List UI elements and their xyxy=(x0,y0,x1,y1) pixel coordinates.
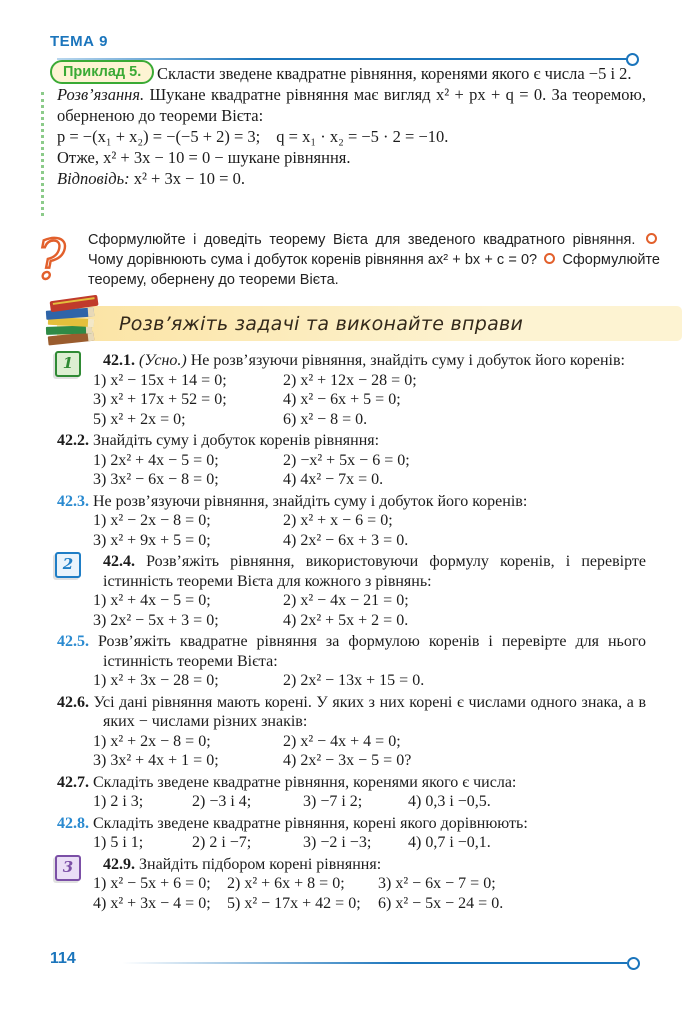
equation-item: 5) x² + 2x = 0; xyxy=(93,410,186,428)
equation-item: 3) 2x² − 5x + 3 = 0; xyxy=(93,611,219,629)
exercise-number: 42.2. xyxy=(57,432,89,449)
footer-ring-icon xyxy=(627,957,640,970)
example-conclusion: Отже, x² + 3x − 10 = 0 − шукане рівняння. xyxy=(57,148,351,167)
example-problem: Скласти зведене квадратне рівняння, коренями якого є числа −5 і 2. xyxy=(157,64,632,83)
exercise-42-5 xyxy=(57,632,646,691)
equation-row xyxy=(93,611,646,631)
equation-row xyxy=(93,732,646,752)
exercise-text: Не розв’язуючи рівняння, знайдіть суму і добуток його коренів: xyxy=(93,492,528,510)
equation-row xyxy=(93,751,646,771)
equation-row xyxy=(93,390,646,410)
exercise-list xyxy=(57,351,646,915)
equation-item: 1) 5 і 1; xyxy=(93,834,144,851)
equation-item: 4) 2x² − 6x + 3 = 0. xyxy=(283,531,409,549)
equation-item: 1) x² + 3x − 28 = 0; xyxy=(93,672,219,689)
exercise-number: 42.5. xyxy=(57,633,89,650)
exercise-42-8 xyxy=(57,814,646,853)
exercise-head xyxy=(57,632,646,671)
equation-item: 2) 2x² − 13x + 15 = 0. xyxy=(283,672,425,689)
equation-row xyxy=(93,511,646,531)
equation-item: 2) x² − 4x − 21 = 0; xyxy=(283,592,409,609)
exercise-42-4 xyxy=(57,552,646,630)
equation-item: 4) 0,3 і −0,5. xyxy=(408,793,491,810)
exercise-text: Розв’яжіть рівняння, використовуючи формулу коренів, і перевірте істинність теореми Вієта для кожного з рівнянь: xyxy=(103,553,647,590)
exercise-42-6 xyxy=(57,693,646,771)
equation-item: 4) 2x² − 3x − 5 = 0? xyxy=(283,752,412,769)
question-mark-icon xyxy=(32,229,70,296)
question-1: Сформулюйте і доведіть теорему Вієта для зведеного квадратного рівняння. xyxy=(88,232,636,248)
exercise-42-7 xyxy=(57,773,646,812)
exercise-number: 42.4. xyxy=(103,553,135,570)
example-dotted-border xyxy=(41,92,44,216)
equation-item: 1) 2x² + 4x − 5 = 0; xyxy=(93,451,219,469)
equation-item: 2) x² − 4x + 4 = 0; xyxy=(283,732,401,750)
question-2: Чому дорівнюють сума і добуток коренів рівняння ax² + bx + c = 0? xyxy=(88,252,538,268)
exercises-banner xyxy=(57,306,682,341)
equation-row xyxy=(93,470,646,490)
level-1-badge: 1 xyxy=(55,351,81,377)
equation-row xyxy=(93,591,646,611)
exercise-text: Складіть зведене квадратне рівняння, корені якого дорівнюють: xyxy=(93,814,528,832)
footer-rule xyxy=(122,962,627,964)
equation-item: 1) x² + 2x − 8 = 0; xyxy=(93,732,211,750)
equation-item: 4) 0,7 і −0,1. xyxy=(408,834,491,851)
exercise-intro: (Усно.) xyxy=(139,352,187,369)
example-answer xyxy=(57,168,646,189)
exercise-number: 42.3. xyxy=(57,492,89,510)
example-label-pill: Приклад 5. xyxy=(50,60,154,84)
banner-title: Розв’яжіть задачі та виконайте вправи xyxy=(119,312,524,335)
equation-item: 2) x² + 6x + 8 = 0; xyxy=(227,875,345,892)
equation-item: 3) x² − 6x − 7 = 0; xyxy=(378,875,496,892)
solution-text: Шукане квадратне рівняння має вигляд x² + px + q = 0. За теоремою, оберненою до теореми Вієта: xyxy=(57,85,646,125)
exercise-head xyxy=(57,552,646,591)
equation-item: 4) x² − 6x + 5 = 0; xyxy=(283,391,401,408)
exercise-head xyxy=(57,693,646,732)
equation-item: 2) 2 і −7; xyxy=(192,834,252,851)
answer-label: Відповідь: xyxy=(57,169,130,188)
exercise-42-1 xyxy=(57,351,646,429)
exercise-42-2 xyxy=(57,431,646,490)
equation-item: 2) −x² + 5x − 6 = 0; xyxy=(283,451,410,469)
exercise-text: Знайдіть суму і добуток коренів рівняння: xyxy=(93,432,380,449)
page-number: 114 xyxy=(50,950,76,967)
exercise-text: Не розв’язуючи рівняння, знайдіть суму і добуток його коренів: xyxy=(190,352,625,369)
exercise-number: 42.6. xyxy=(57,693,89,711)
equation-item: 1) 2 і 3; xyxy=(93,793,144,810)
equation-item: 3) 3x² − 6x − 8 = 0; xyxy=(93,471,219,488)
book-stack-icon xyxy=(40,291,106,354)
example-block xyxy=(57,63,646,189)
exercise-number: 42.9. xyxy=(103,855,135,873)
equation-item: 4) 2x² + 5x + 2 = 0. xyxy=(283,611,409,629)
equation-item: 3) x² + 9x + 5 = 0; xyxy=(93,531,211,549)
equation-item: 2) x² + x − 6 = 0; xyxy=(283,512,393,529)
equation-item: 2) −3 і 4; xyxy=(192,793,252,810)
equation-row xyxy=(93,792,646,812)
formula-p: p = −(x₁ + x₂) = −(−5 + 2) = 3; xyxy=(57,127,261,146)
example-formula-line xyxy=(57,126,646,147)
equation-item: 6) x² − 8 = 0. xyxy=(283,410,368,428)
equation-row xyxy=(93,531,646,551)
equation-item: 3) −7 і 2; xyxy=(303,793,363,810)
equation-item: 3) x² + 17x + 52 = 0; xyxy=(93,391,227,408)
equation-row xyxy=(93,451,646,471)
level-3-badge: 3 xyxy=(55,855,81,881)
questions-paragraph xyxy=(88,230,660,290)
level-2-badge: 2 xyxy=(55,552,81,578)
exercise-number: 42.8. xyxy=(57,814,89,832)
exercise-text: Усі дані рівняння мають корені. У яких з них корені є числами одного знака, а в яких − числами різних знаків: xyxy=(93,693,647,730)
equation-item: 5) x² − 17x + 42 = 0; xyxy=(227,894,361,912)
exercise-text: Складіть зведене квадратне рівняння, коренями якого є числа: xyxy=(93,773,517,791)
equation-item: 3) 3x² + 4x + 1 = 0; xyxy=(93,752,219,769)
equation-item: 2) x² + 12x − 28 = 0; xyxy=(283,371,417,389)
equation-item: 6) x² − 5x − 24 = 0. xyxy=(378,894,504,912)
exercise-text: Розв’яжіть квадратне рівняння за формулою коренів і перевірте для нього істинність теореми Вієта: xyxy=(98,633,647,670)
equation-row xyxy=(93,410,646,430)
equation-row xyxy=(93,874,646,894)
equation-item: 4) 4x² − 7x = 0. xyxy=(283,471,384,488)
equation-row xyxy=(93,833,646,853)
bullet-circle-icon xyxy=(544,253,555,264)
answer-text: x² + 3x − 10 = 0. xyxy=(133,169,245,188)
formula-q: q = x₁ · x₂ = −5 · 2 = −10. xyxy=(276,127,449,146)
solution-label: Розв’язання. xyxy=(57,85,145,104)
equation-item: 4) x² + 3x − 4 = 0; xyxy=(93,894,211,912)
exercise-number: 42.1. xyxy=(103,352,135,369)
exercise-42-9 xyxy=(57,855,646,914)
equation-item: 3) −2 і −3; xyxy=(303,834,372,851)
equation-row xyxy=(93,894,646,914)
exercise-number: 42.7. xyxy=(57,773,89,791)
equation-item: 1) x² − 2x − 8 = 0; xyxy=(93,512,211,529)
equation-item: 1) x² − 15x + 14 = 0; xyxy=(93,371,227,389)
exercise-text: Знайдіть підбором корені рівняння: xyxy=(139,855,382,873)
exercise-head xyxy=(57,773,646,793)
exercise-head xyxy=(57,855,646,875)
svg-text:?: ? xyxy=(36,229,66,291)
bullet-circle-icon xyxy=(646,233,657,244)
equation-item: 1) x² − 5x + 6 = 0; xyxy=(93,875,211,892)
exercise-head xyxy=(57,814,646,834)
exercise-42-3 xyxy=(57,492,646,551)
equation-row xyxy=(93,671,646,691)
question-3: Сформулюйте теорему, обернену до теореми Вієта. xyxy=(88,252,660,288)
topic-label: ТЕМА 9 xyxy=(50,33,109,50)
exercise-head xyxy=(57,431,646,451)
exercise-head xyxy=(57,492,646,512)
equation-item: 1) x² + 4x − 5 = 0; xyxy=(93,592,211,609)
equation-row xyxy=(93,371,646,391)
exercise-head xyxy=(57,351,646,371)
example-solution xyxy=(57,84,646,126)
